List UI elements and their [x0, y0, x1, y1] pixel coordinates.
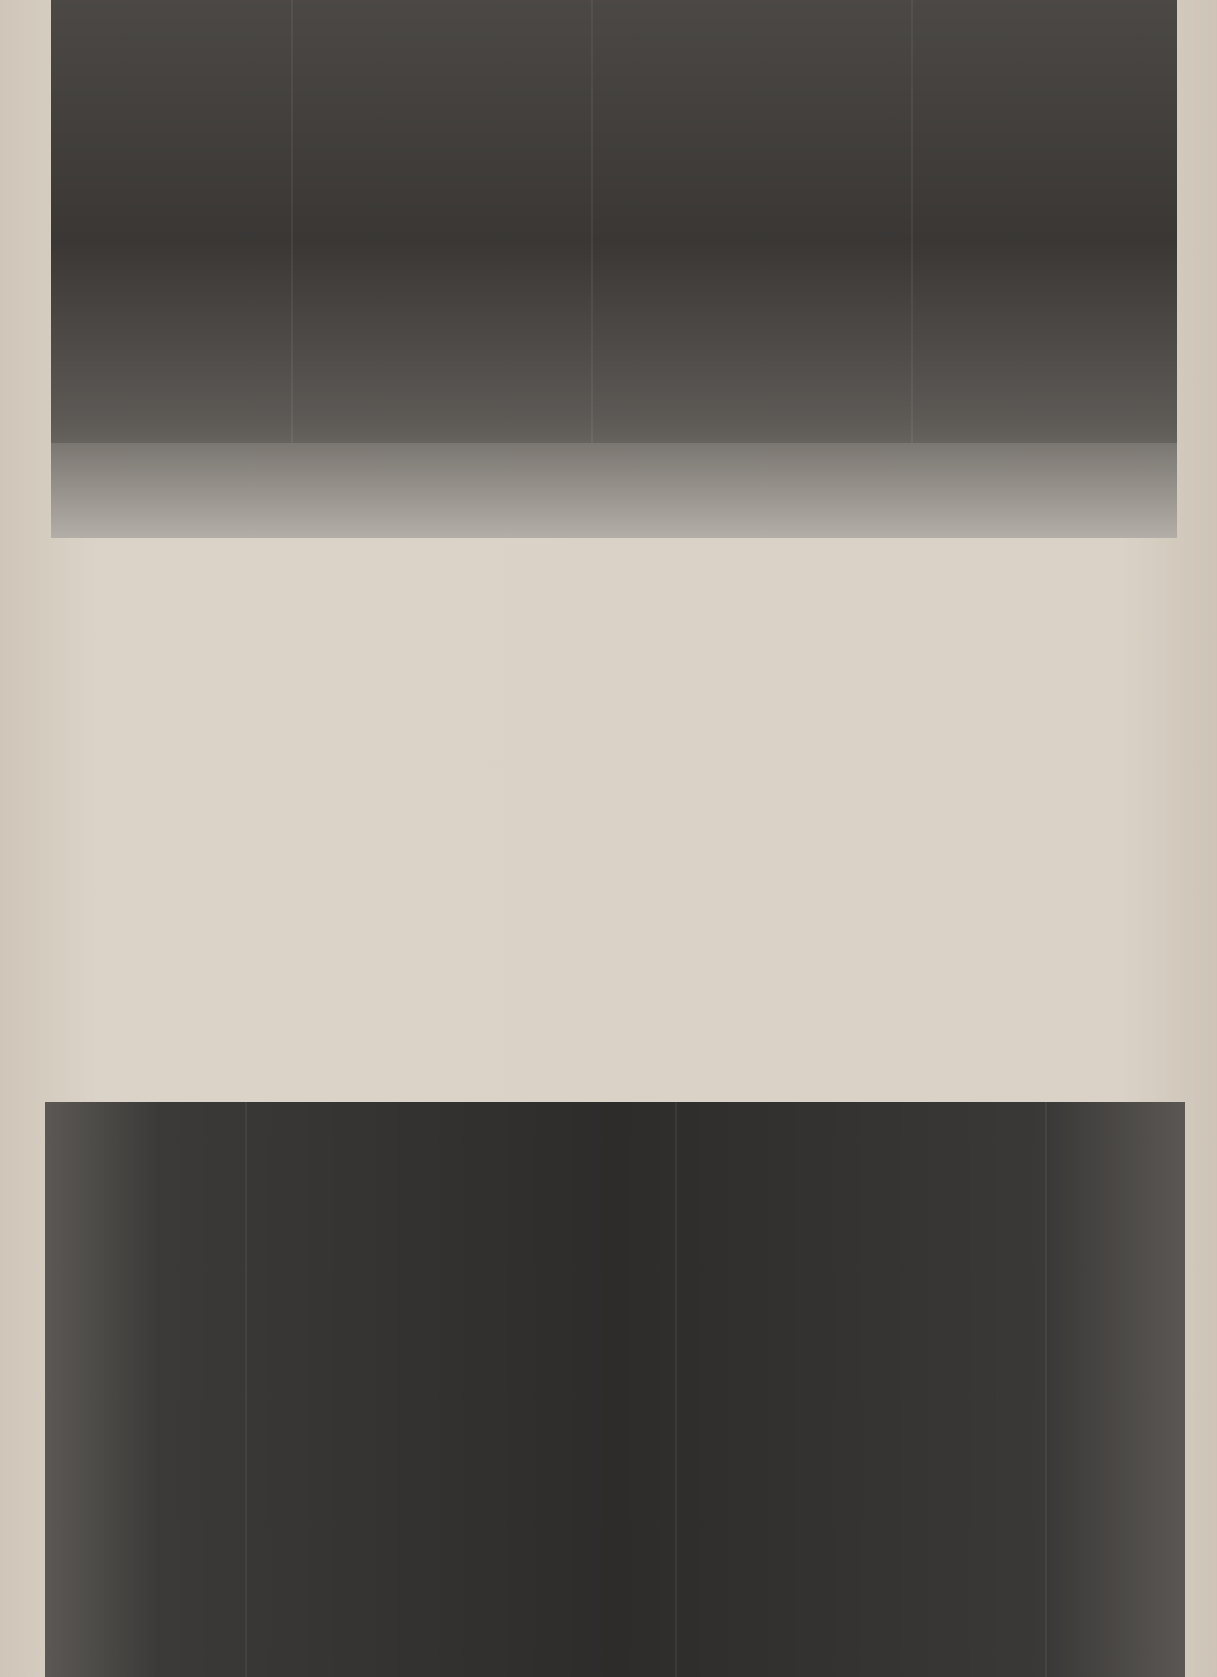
political-science-faculty-photo: [51, 0, 1177, 538]
thermodynamics-faculty-photo: [45, 1102, 1185, 1677]
